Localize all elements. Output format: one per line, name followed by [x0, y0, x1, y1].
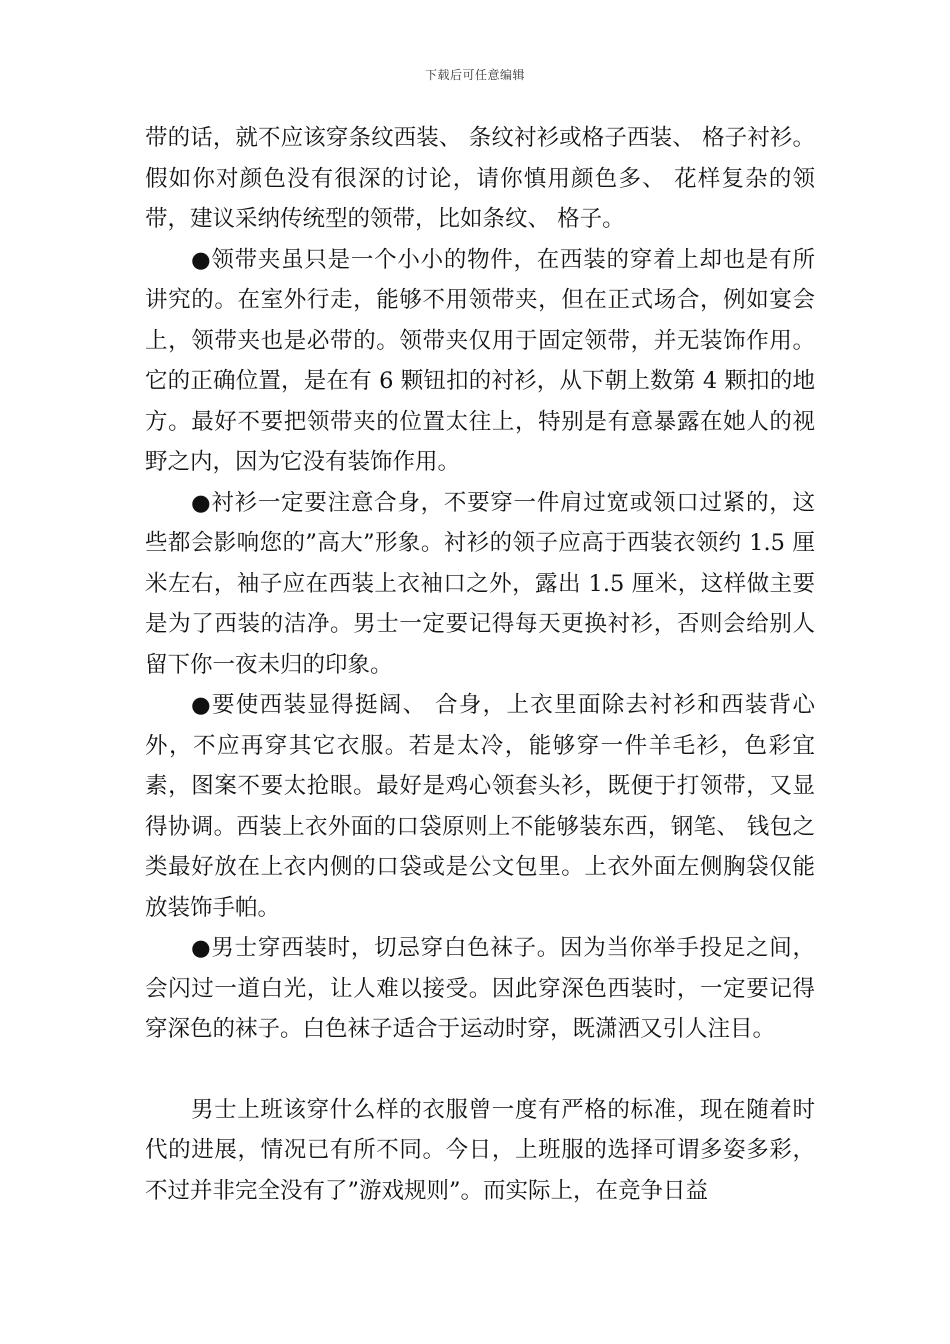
paragraph-tie-pattern: 带的话，就不应该穿条纹西装、 条纹衬衫或格子西装、 格子衬衫。假如你对颜色没有很深的讨论，请你慎用颜色多、 花样复杂的领带，建议采纳传统型的领带，比如条纹、 格子。 — [145, 125, 815, 232]
page-header-note: 下载后可任意编辑 — [424, 68, 525, 82]
paragraph-socks: ●男士穿西装时，切忌穿白色袜子。因为当你举手投足之间，会闪过一道白光，让人难以接受。因此穿深色西装时，一定要记得穿深色的袜子。白色袜子适合于运动时穿，既潇洒又引人注目。 — [145, 935, 815, 1042]
paragraph-tie-clip: ●领带夹虽只是一个小小的物件，在西装的穿着上却也是有所讲究的。在室外行走，能够不用领带夹，但在正式场合，例如宴会上，领带夹也是必带的。领带夹仅用于固定领带，并无装饰作用。它的正确位置，是在有 6 颗钮扣的衬衫，从下朝上数第 4 颗扣的地方。最好不要把领带夹的位置太往上，特别是有意暴露在她人的视野之内，因为它没有装饰作用。 — [145, 246, 815, 475]
paragraph-suit-layering: ●要使西装显得挺阔、 合身，上衣里面除去衬衫和西装背心外，不应再穿其它衣服。若是太冷，能够穿一件羊毛衫，色彩宜素，图案不要太抢眼。最好是鸡心领套头衫，既便于打领带，又显得协调。西装上衣外面的口袋原则上不能够装东西，钢笔、 钱包之类最好放在上衣内侧的口袋或是公文包里。上衣外面左侧胸袋仅能放装饰手帕。 — [145, 692, 815, 921]
paragraph-office-wear: 男士上班该穿什么样的衣服曾一度有严格的标准，现在随着时代的进展，情况已有所不同。今日，上班服的选择可谓多姿多彩，不过并非完全没有了”游戏规则”。而实际上，在竞争日益 — [145, 1096, 815, 1204]
document-body — [145, 118, 815, 1211]
paragraph-shirt-fit: ●衬衫一定要注意合身，不要穿一件肩过宽或领口过紧的，这些都会影响您的”高大”形象。衬衫的领子应高于西装衣领约 1.5 厘米左右，袖子应在西装上衣袖口之外，露出 1.5 厘米，这样做主要是为了西装的洁净。男士一定要记得每天更换衬衫，否则会给别人留下你一夜未归的印象。 — [145, 489, 815, 678]
